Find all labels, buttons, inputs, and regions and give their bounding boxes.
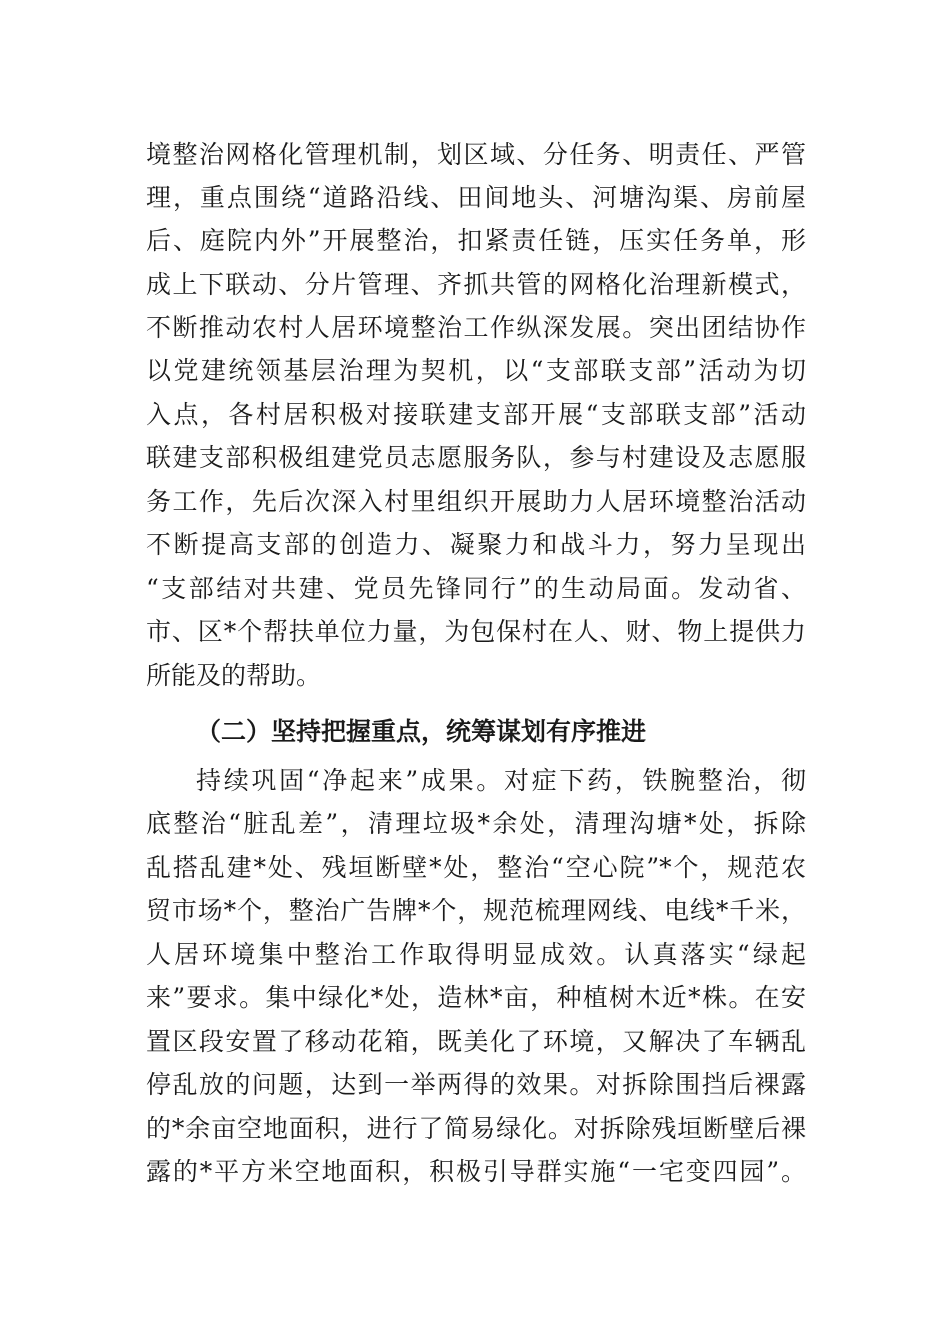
paragraph-line: 底整治“脏乱差”，清理垃圾*余处，清理沟塘*处，拆除 [146, 809, 806, 838]
paragraph-line: 置区段安置了移动花箱，既美化了环境，又解决了车辆乱 [146, 1027, 806, 1056]
paragraph-line: 入点，各村居积极对接联建支部开展“支部联支部”活动 [146, 400, 806, 429]
section-heading: （二）坚持把握重点，统筹谋划有序推进 [196, 717, 647, 746]
paragraph-line: 乱搭乱建*处、残垣断壁*处，整治“空心院”*个，规范农 [146, 853, 806, 882]
paragraph-line: 停乱放的问题，达到一举两得的效果。对拆除围挡后裸露 [146, 1070, 806, 1099]
paragraph-line: 来”要求。集中绿化*处，造林*亩，种植树木近*株。在安 [146, 983, 806, 1012]
paragraph-line: 不断推动农村人居环境整治工作纵深发展。突出团结协作 [146, 313, 806, 342]
paragraph-line: 市、区*个帮扶单位力量，为包保村在人、财、物上提供力 [146, 617, 806, 646]
paragraph-line: 成上下联动、分片管理、齐抓共管的网格化治理新模式， [146, 270, 806, 299]
paragraph-line: 的*余亩空地面积，进行了简易绿化。对拆除残垣断壁后裸 [146, 1114, 806, 1143]
paragraph-line: 持续巩固“净起来”成果。对症下药，铁腕整治，彻 [196, 766, 806, 795]
paragraph-line: 露的*平方米空地面积，积极引导群实施“一宅变四园”。 [146, 1157, 806, 1186]
paragraph-line: 务工作，先后次深入村里组织开展助力人居环境整治活动 [146, 487, 806, 516]
paragraph-line: 联建支部积极组建党员志愿服务队，参与村建设及志愿服 [146, 443, 806, 472]
paragraph-line: 以党建统领基层治理为契机，以“支部联支部”活动为切 [146, 356, 806, 385]
paragraph-line: 理，重点围绕“道路沿线、田间地头、河塘沟渠、房前屋 [146, 183, 806, 212]
paragraph-line: 不断提高支部的创造力、凝聚力和战斗力，努力呈现出 [146, 530, 806, 559]
paragraph-line: 贸市场*个，整治广告牌*个，规范梳理网线、电线*千米， [146, 896, 806, 925]
paragraph-line: 人居环境集中整治工作取得明显成效。认真落实“绿起 [146, 940, 806, 969]
paragraph-line: 所能及的帮助。 [146, 661, 322, 690]
paragraph-line: “支部结对共建、党员先锋同行”的生动局面。发动省、 [146, 574, 806, 603]
paragraph-line: 后、庭院内外”开展整治，扣紧责任链，压实任务单，形 [146, 226, 806, 255]
paragraph-line: 境整治网格化管理机制，划区域、分任务、明责任、严管 [146, 140, 806, 169]
